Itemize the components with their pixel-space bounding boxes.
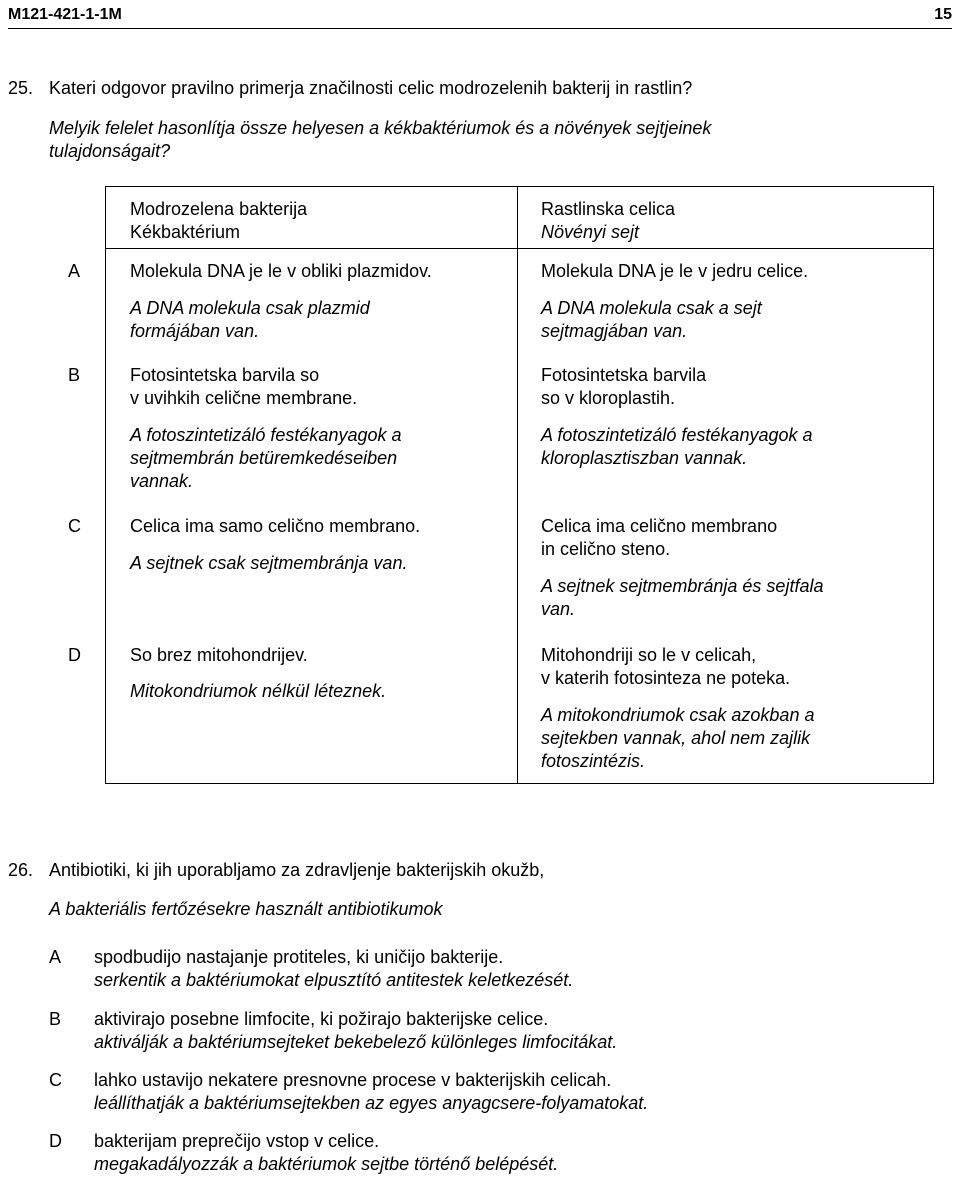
- row-a-col1-hu: A DNA molekula csak plazmid: [130, 298, 370, 318]
- col2-header-hu: Növényi sejt: [541, 222, 640, 242]
- exam-code: M121-421-1-1M: [8, 6, 122, 23]
- row-b-col1-sl: v uvihkih celične membrane.: [130, 388, 358, 408]
- option-b-sl: aktivirajo posebne limfocite, ki požirajo bakterijske celice.: [94, 1009, 549, 1029]
- row-a-col2-hu: A DNA molekula csak a sejt: [541, 298, 762, 318]
- row-c-col2-hu: van.: [541, 599, 576, 619]
- col1-header-sl: Modrozelena bakterija: [130, 199, 308, 219]
- q25-number: 25.: [8, 78, 34, 98]
- page-number: 15: [934, 6, 952, 23]
- row-d-col2-hu: A mitokondriumok csak azokban a: [541, 705, 815, 725]
- option-b-hu: aktiválják a baktériumsejteket bekebelező különleges limfocitákat.: [94, 1032, 618, 1052]
- row-letter-b: B: [68, 365, 81, 385]
- row-a-col1-hu: formájában van.: [130, 321, 260, 341]
- row-c-col1-hu: A sejtnek csak sejtmembránja van.: [130, 553, 408, 573]
- row-b-col1-hu: vannak.: [130, 471, 194, 491]
- row-letter-c: C: [68, 516, 81, 536]
- row-d-col2-sl: v katerih fotosinteza ne poteka.: [541, 668, 791, 688]
- row-c-col1-sl: Celica ima samo celično membrano.: [130, 516, 421, 536]
- option-letter-d: D: [49, 1131, 62, 1151]
- row-d-col1-hu: Mitokondriumok nélkül léteznek.: [130, 681, 387, 701]
- row-a-col2-hu: sejtmagjában van.: [541, 321, 688, 341]
- option-letter-a: A: [49, 947, 62, 967]
- option-c-hu: leállíthatják a baktériumsejtekben az egyes anyagcsere-folyamatokat.: [94, 1093, 649, 1113]
- row-c-col2-hu: A sejtnek sejtmembránja és sejtfala: [541, 576, 824, 596]
- option-letter-b: B: [49, 1009, 62, 1029]
- option-a-hu: serkentik a baktériumokat elpusztító antitestek keletkezését.: [94, 970, 574, 990]
- col1-header-hu: Kékbaktérium: [130, 222, 241, 242]
- row-b-col2-hu: kloroplasztiszban vannak.: [541, 448, 748, 468]
- row-b-col1-sl: Fotosintetska barvila so: [130, 365, 320, 385]
- row-a-col2-sl: Molekula DNA je le v jedru celice.: [541, 261, 809, 281]
- row-d-col2-sl: Mitohondriji so le v celicah,: [541, 645, 757, 665]
- row-b-col2-sl: so v kloroplastih.: [541, 388, 676, 408]
- row-b-col2-hu: A fotoszintetizáló festékanyagok a: [541, 425, 813, 445]
- q26-question-hu: A bakteriális fertőzésekre használt antibiotikumok: [49, 899, 443, 919]
- page-header: [8, 6, 952, 29]
- col2-header-sl: Rastlinska celica: [541, 199, 676, 219]
- q25-question-hu-1: Melyik felelet hasonlítja össze helyesen a kékbaktériumok és a növények sejtjeinek: [49, 118, 712, 138]
- table-header-divider: [106, 248, 933, 249]
- option-d-sl: bakterijam preprečijo vstop v celice.: [94, 1131, 380, 1151]
- q25-question-sl: Kateri odgovor pravilno primerja značilnosti celic modrozelenih bakterij in rastlin?: [49, 78, 693, 98]
- option-letter-c: C: [49, 1070, 62, 1090]
- row-letter-a: A: [68, 261, 81, 281]
- row-letter-d: D: [68, 645, 81, 665]
- q25-question-hu-2: tulajdonságait?: [49, 141, 171, 161]
- row-d-col2-hu: sejtekben vannak, ahol nem zajlik: [541, 728, 811, 748]
- row-b-col1-hu: A fotoszintetizáló festékanyagok a: [130, 425, 402, 445]
- q26-number: 26.: [8, 860, 34, 880]
- option-c-sl: lahko ustavijo nekatere presnovne procese v bakterijskih celicah.: [94, 1070, 612, 1090]
- row-c-col2-sl: Celica ima celično membrano: [541, 516, 778, 536]
- q26-question-sl: Antibiotiki, ki jih uporabljamo za zdravljenje bakterijskih okužb,: [49, 860, 545, 880]
- row-b-col1-hu: sejtmembrán betüremkedéseiben: [130, 448, 398, 468]
- table-column-divider: [517, 187, 518, 783]
- row-b-col2-sl: Fotosintetska barvila: [541, 365, 707, 385]
- option-a-sl: spodbudijo nastajanje protiteles, ki uničijo bakterije.: [94, 947, 504, 967]
- option-d-hu: megakadályozzák a baktériumok sejtbe történő belépését.: [94, 1154, 559, 1174]
- row-d-col1-sl: So brez mitohondrijev.: [130, 645, 308, 665]
- row-a-col1-sl: Molekula DNA je le v obliki plazmidov.: [130, 261, 432, 281]
- row-d-col2-hu: fotoszintézis.: [541, 751, 646, 771]
- row-c-col2-sl: in celično steno.: [541, 539, 671, 559]
